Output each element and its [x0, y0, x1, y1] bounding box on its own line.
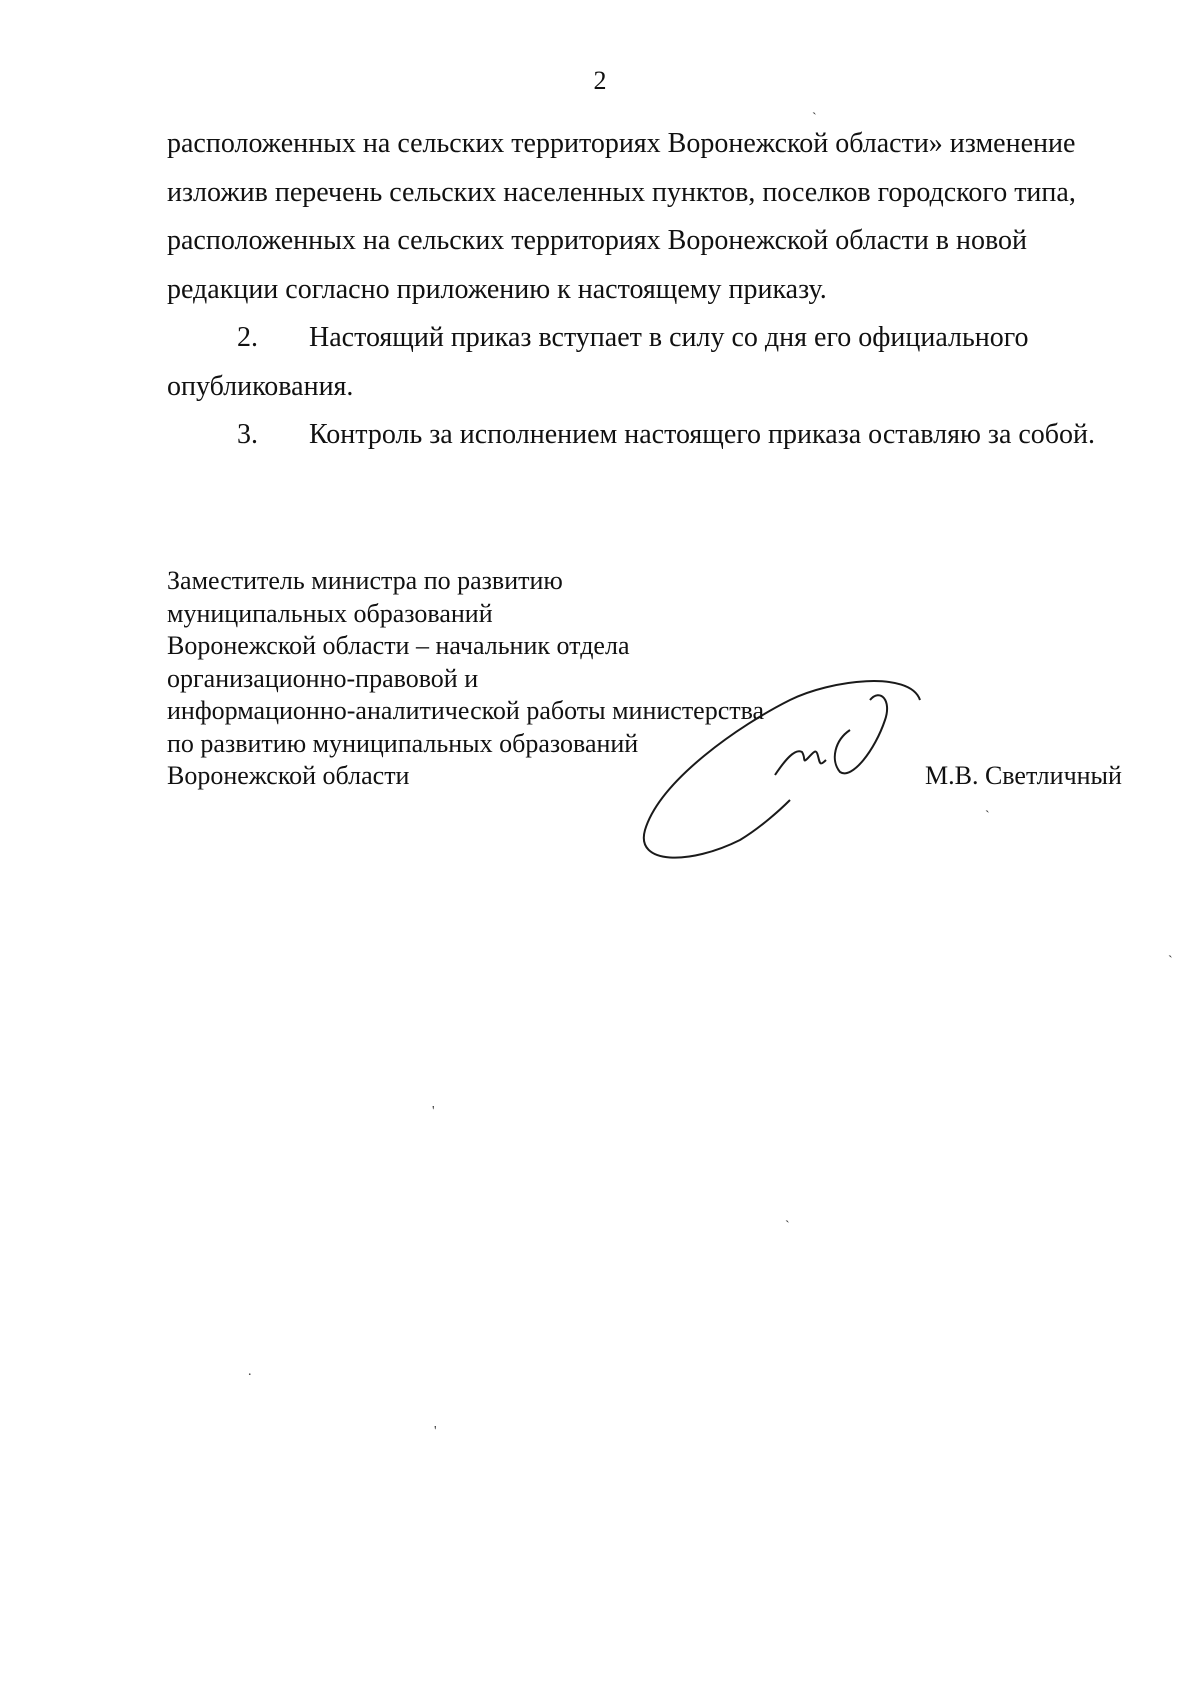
scan-speck: .	[248, 1364, 252, 1379]
list-item	[167, 411, 1142, 460]
signatory-title-line: информационно-аналитической работы министерства	[167, 696, 765, 725]
scan-speck: '	[434, 1424, 437, 1439]
signatory-title-line: Воронежской области	[167, 761, 410, 790]
signatory-title-line: муниципальных образований	[167, 598, 493, 628]
scan-speck: '	[432, 1104, 435, 1119]
signatory-title-line: по развитию муниципальных образований	[167, 728, 639, 758]
list-item-number: 2.	[237, 322, 258, 353]
signatory-title-line: организационно-правовой и	[167, 663, 479, 693]
scan-speck: `	[1168, 954, 1173, 969]
list-item-number: 3.	[237, 419, 258, 450]
page-number: 2	[593, 66, 607, 95]
paragraph-line: расположенных на сельских территориях Воронежской области» изменение	[167, 128, 1076, 159]
list-item-text: Контроль за исполнением настоящего приказа оставляю за собой.	[309, 419, 1096, 450]
signatory-title-line: Заместитель министра по развитию	[167, 566, 563, 595]
paragraph-line: расположенных на сельских территориях Воронежской области в новой	[167, 225, 1028, 256]
scan-speck: `	[812, 111, 817, 126]
handwritten-signature	[630, 660, 960, 870]
list-item	[167, 314, 1142, 363]
document-body	[167, 120, 1142, 460]
paragraph-line: редакции согласно приложению к настоящему приказу.	[167, 273, 827, 305]
paragraph-line: изложив перечень сельских населенных пунктов, поселков городского типа,	[167, 176, 1076, 208]
scan-speck: `	[985, 809, 990, 824]
signatory-title-line: Воронежской области – начальник отдела	[167, 631, 630, 660]
list-item-text: Настоящий приказ вступает в силу со дня его официального	[309, 322, 1029, 353]
signatory-name: М.В. Светличный	[925, 761, 1122, 790]
scan-speck: `	[785, 1219, 790, 1234]
list-item-continuation: опубликования.	[167, 370, 354, 402]
